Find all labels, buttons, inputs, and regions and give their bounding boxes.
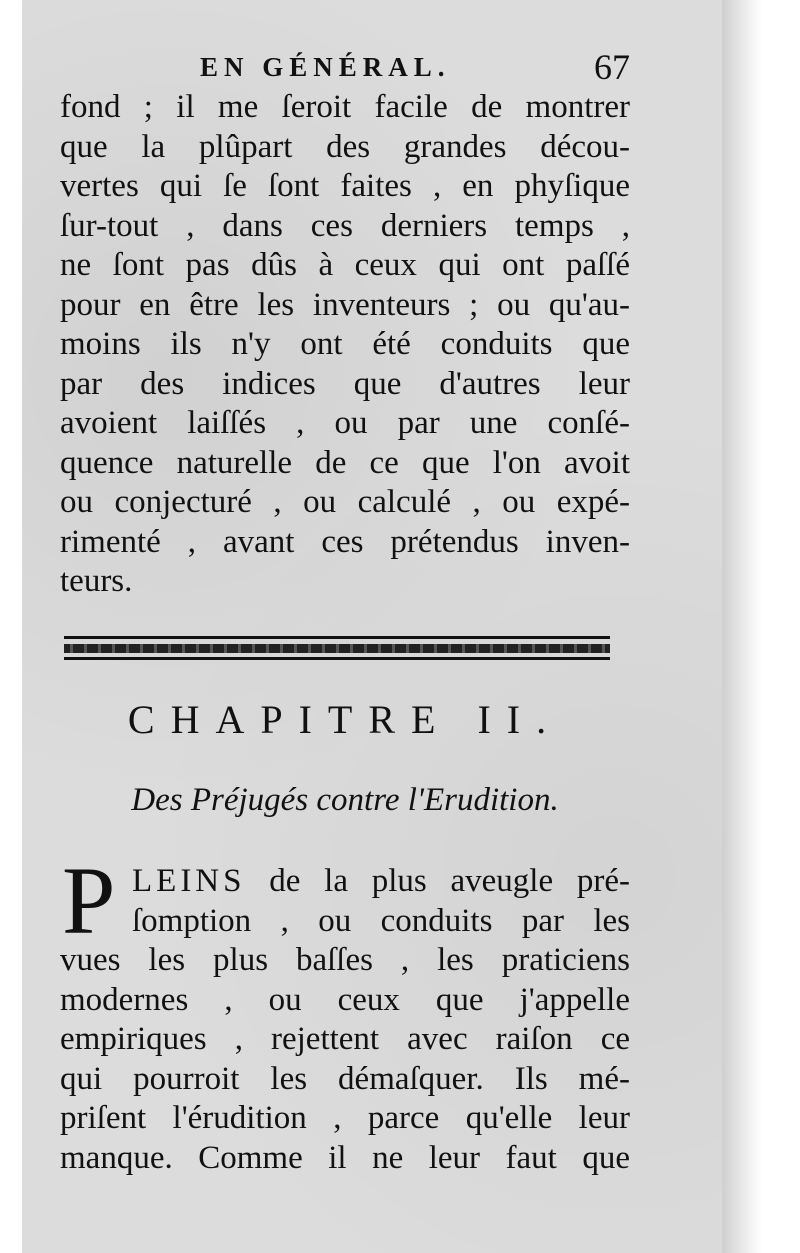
running-head (200, 46, 630, 90)
text-line: vertes qui ſe ſont faites , en phyſique (60, 168, 630, 204)
page-edge-shadow (722, 0, 762, 1253)
text-line: par des indices que d'autres leur (60, 365, 630, 402)
text-line: ou conjecturé , ou calculé , ou expé- (60, 484, 630, 520)
text-line: avoient laiſſés , ou par une conſé- (60, 405, 630, 441)
small-caps-word: LEINS (132, 863, 246, 899)
chapter-heading: CHAPITRE II. (127, 697, 563, 742)
text-line: priſent l'érudition , parce qu'elle leur (60, 1100, 630, 1136)
text-line: fond ; il me ſeroit facile de montrer (60, 89, 630, 125)
rule-top-line (64, 636, 610, 639)
page-number: 67 (594, 47, 630, 87)
text-line: manque. Comme il ne leur faut que (60, 1139, 630, 1176)
running-title: EN GÉNÉRAL. (200, 52, 451, 82)
text-line: que la plûpart des grandes décou- (60, 128, 630, 165)
text-line: moins ils n'y ont été conduits que (60, 326, 630, 362)
text-line: modernes , ou ceux que j'appelle (60, 981, 630, 1018)
text-line: ne ſont pas dûs à ceux qui ont paſſé (60, 247, 630, 283)
chapter-subtitle: Des Préjugés contre l'Erudition. (131, 782, 559, 818)
chapter-paragraph (60, 847, 630, 1178)
text-line: vues les plus baſſes , les praticiens (60, 942, 630, 978)
ornamental-rule (64, 636, 610, 662)
text-fragment: de la plus aveugle pré- (245, 863, 630, 899)
text-line: quence naturelle de ce que l'on avoit (60, 444, 630, 481)
text-line (60, 862, 630, 902)
text-line: ſur-tout , dans ces derniers temps , (60, 207, 630, 244)
rule-bottom-line (64, 657, 610, 660)
text-line: ſomption , ou conduits par les (132, 902, 630, 939)
text-line: teurs. (60, 563, 133, 599)
rule-decorative-band (64, 644, 610, 653)
text-line: rimenté , avant ces prétendus inven- (60, 523, 630, 560)
drop-cap: P (62, 847, 116, 954)
text-line: qui pourroit les démaſquer. Ils mé- (60, 1060, 630, 1097)
text-line: pour en être les inventeurs ; ou qu'au- (60, 286, 630, 323)
continued-paragraph (60, 88, 630, 602)
text-line: empiriques , rejettent avec raiſon ce (60, 1021, 630, 1057)
